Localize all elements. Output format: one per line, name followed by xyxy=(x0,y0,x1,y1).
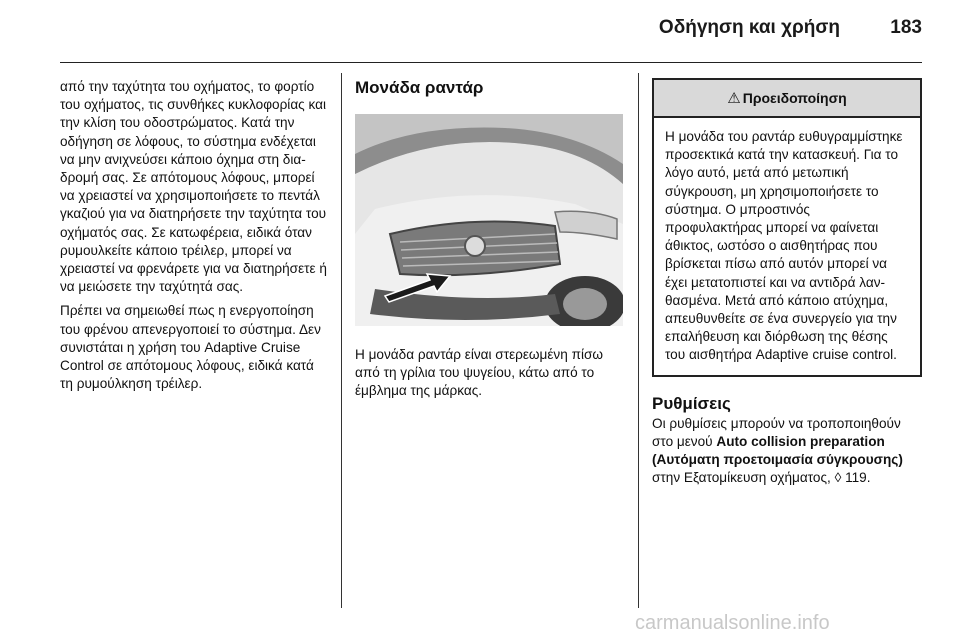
warning-title: Προειδοποίηση xyxy=(742,90,847,106)
warning-box xyxy=(652,78,922,377)
settings-text xyxy=(652,415,922,488)
paragraph-2: Πρέπει να σημειωθεί πως η ενεργοποίηση του φρένου απενεργοποιεί το σύστημα. Δεν συνιστάται η χρήση του Adaptive Cruise Control σε απότομους λόφους, ειδικά κατά τη ρυμούλκηση τρέιλερ. xyxy=(60,303,321,392)
page-ref-icon: ◊ xyxy=(834,470,842,486)
warning-header xyxy=(654,80,920,118)
page-number: 183 xyxy=(890,17,922,38)
header-rule xyxy=(60,62,922,63)
settings-menu-label: Auto collision preparation (Αυτόματη προετοιμασία σύγκρουσης) xyxy=(652,433,903,468)
column-2 xyxy=(355,78,625,401)
settings-heading: Ρυθμίσεις xyxy=(652,393,731,413)
column-divider-1 xyxy=(341,73,342,608)
column-3 xyxy=(652,78,922,487)
watermark: carmanualsonline.info xyxy=(635,612,830,634)
paragraph-1: από την ταχύτητα του οχήματος, το φορτίο του οχήματος, τις συνθήκες κυκλοφορίας και την κλίση του οδοστρώματος. Κατά την οδήγηση σε λόφους, το σύστημα ενδέχεται να μην ανιχνεύσει κάποιο όχημα στη διαδρομή σας. Σε απότομους λόφους, μπορεί να χρειαστεί να χρησιμοποιήσετε το πεντάλ γκαζιού για να διατηρήσετε την ταχύτητα του οχήματός σας. Σε κατωφέρεια, ειδικά όταν ρυμουλκείτε κάποιο τρέιλερ, μπορεί να χρειαστεί να φρενάρετε για να διατηρήσετε ή να μειώσετε την ταχύτητά σας. xyxy=(60,79,327,295)
warning-icon: ⚠ xyxy=(727,90,741,107)
settings-text-before: Οι ρυθμίσεις μπορούν να τροποποιηθούν στο μενού xyxy=(652,415,901,449)
radar-unit-heading: Μονάδα ραντάρ xyxy=(355,78,484,97)
radar-unit-photo xyxy=(355,114,623,326)
car-front-illustration xyxy=(355,114,623,326)
settings-page-ref[interactable]: 119. xyxy=(841,470,871,486)
warning-text: Η μονάδα του ραντάρ ευθυγραμμίστηκε προσεκτικά κατά την κατασκευή. Για το λόγο αυτό, μετά από μετωπική σύγκρουση, μη χρησιμοποιήσετε το σύστημα. Ο μπροστινός προφυλακτήρας μπορεί να φαίνεται άθικτος, ωστόσο ο αισθητήρας που βρίσκεται πίσω από αυτόν μπορεί να έχει μετατοπιστεί και να αντιδρά λανθασμένα. Μετά από κάποιο ατύχημα, απευθυνθείτε σε ένα συνεργείο για την επαλήθευση και διόρθωση της θέσης του αισθητήρα Adaptive cruise control. xyxy=(665,129,903,363)
radar-unit-caption: Η μονάδα ραντάρ είναι στερεωμένη πίσω από τη γρίλια του ψυγείου, κάτω από το έμβλημα της μάρκας. xyxy=(355,347,603,399)
header-title: Οδήγηση και χρήση xyxy=(658,17,840,38)
settings-text-after: στην Εξατομίκευση οχήματος, xyxy=(652,470,835,486)
column-1 xyxy=(60,78,330,399)
column-divider-2 xyxy=(638,73,639,608)
